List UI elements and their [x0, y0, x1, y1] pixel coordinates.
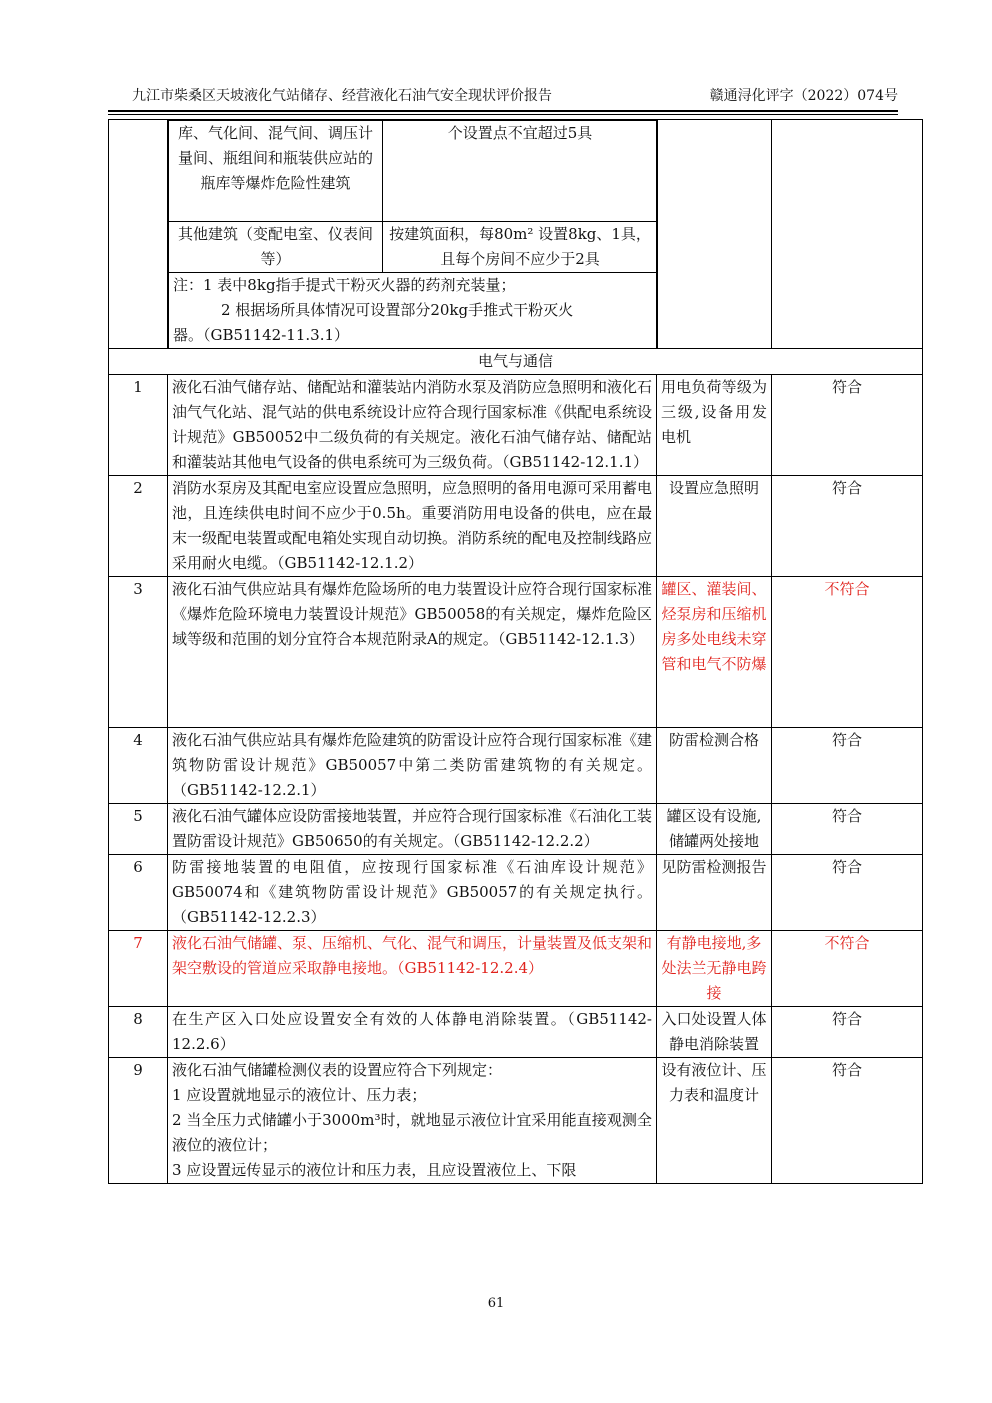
item-actual: 设有液位计、压力表和温度计	[657, 1058, 772, 1184]
item-result: 符合	[772, 476, 923, 577]
item-result: 符合	[772, 1007, 923, 1058]
table-row	[109, 577, 923, 728]
note-line-2: 2 根据场所具体情况可设置部分20kg手推式干粉灭火	[221, 301, 574, 319]
note-line-1: 注：1 表中8kg指手提式干粉灭火器的药剂充装量；	[173, 276, 516, 294]
item-actual: 罐区设有设施,储罐两处接地	[657, 804, 772, 855]
item-result: 符合	[772, 855, 923, 931]
continuation-result-cell	[772, 120, 923, 349]
item-number: 4	[109, 728, 168, 804]
item-number: 6	[109, 855, 168, 931]
item-actual: 设置应急照明	[657, 476, 772, 577]
table-row	[109, 855, 923, 931]
table-row	[109, 804, 923, 855]
item-result: 符合	[772, 375, 923, 476]
page-header	[108, 86, 898, 112]
config-cell: 个设置点不宜超过5具	[383, 121, 658, 222]
checklist-table	[108, 119, 923, 1184]
place-cell: 库、气化间、混气间、调压计量间、瓶组间和瓶装供应站的瓶库等爆炸危险性建筑	[169, 121, 383, 222]
header-rule	[108, 114, 898, 115]
section-row	[109, 349, 923, 375]
item-actual: 入口处设置人体静电消除装置	[657, 1007, 772, 1058]
item-actual: 用电负荷等级为三级,设备用发电机	[657, 375, 772, 476]
item-result: 符合	[772, 804, 923, 855]
item-number: 9	[109, 1058, 168, 1184]
item-content: 液化石油气储存站、储配站和灌装站内消防水泵及消防应急照明和液化石油气气化站、混气站的供电系统设计应符合现行国家标准《供配电系统设计规范》GB50052中二级负荷的有关规定。液化石油气储存站、储配站和灌装站其他电气设备的供电系统可为三级负荷。（GB51142-12.1.1）	[168, 375, 657, 476]
extinguisher-subtable-cell	[168, 120, 657, 349]
table-row	[109, 375, 923, 476]
extinguisher-subtable	[168, 120, 658, 348]
table-row	[109, 728, 923, 804]
item-number: 7	[109, 931, 168, 1007]
continuation-actual-cell	[657, 120, 772, 349]
item-actual: 罐区、灌装间、烃泵房和压缩机房多处电线未穿管和电气不防爆	[657, 577, 772, 728]
item-content-line: 2 当全压力式储罐小于3000m³时，就地显示液位计宜采用能直接观测全液位的液位计；	[172, 1111, 652, 1154]
item-content	[168, 1058, 657, 1184]
section-title: 电气与通信	[109, 349, 923, 375]
page-number: 61	[487, 1296, 505, 1311]
item-number: 5	[109, 804, 168, 855]
item-content: 液化石油气罐体应设防雷接地装置，并应符合现行国家标准《石油化工装置防雷设计规范》GB50650的有关规定。（GB51142-12.2.2）	[168, 804, 657, 855]
item-result: 符合	[772, 1058, 923, 1184]
table-row	[109, 1007, 923, 1058]
table-row	[109, 931, 923, 1007]
item-result: 符合	[772, 728, 923, 804]
note-cell	[169, 273, 658, 349]
item-content: 液化石油气供应站具有爆炸危险建筑的防雷设计应符合现行国家标准《建筑物防雷设计规范》GB50057中第二类防雷建筑物的有关规定。（GB51142-12.2.1）	[168, 728, 657, 804]
item-actual: 见防雷检测报告	[657, 855, 772, 931]
item-number: 2	[109, 476, 168, 577]
item-content: 在生产区入口处应设置安全有效的人体静电消除装置。（GB51142-12.2.6）	[168, 1007, 657, 1058]
item-content: 防雷接地装置的电阻值，应按现行国家标准《石油库设计规范》GB50074和《建筑物防雷设计规范》GB50057的有关规定执行。（GB51142-12.2.3）	[168, 855, 657, 931]
item-content-line: 3 应设置远传显示的液位计和压力表，且应设置液位上、下限	[172, 1161, 577, 1179]
place-cell: 其他建筑（变配电室、仪表间等）	[169, 222, 383, 273]
item-content: 液化石油气储罐、泵、压缩机、气化、混气和调压，计量装置及低支架和架空敷设的管道应采取静电接地。（GB51142-12.2.4）	[168, 931, 657, 1007]
table-row	[109, 1058, 923, 1184]
item-content: 消防水泵房及其配电室应设置应急照明，应急照明的备用电源可采用蓄电池，且连续供电时间不应少于0.5h。重要消防用电设备的供电，应在最末一级配电装置或配电箱处实现自动切换。消防系统的配电及控制线路应采用耐火电缆。（GB51142-12.1.2）	[168, 476, 657, 577]
report-title: 九江市柴桑区天坡液化气站储存、经营液化石油气安全现状评价报告	[132, 88, 552, 104]
item-result: 不符合	[772, 577, 923, 728]
item-number: 3	[109, 577, 168, 728]
item-result: 不符合	[772, 931, 923, 1007]
continuation-row	[109, 120, 923, 349]
item-number: 1	[109, 375, 168, 476]
note-line-3: 器。（GB51142-11.3.1）	[173, 326, 350, 344]
item-content: 液化石油气供应站具有爆炸危险场所的电力装置设计应符合现行国家标准《爆炸危险环境电力装置设计规范》GB50058的有关规定，爆炸危险区域等级和范围的划分宜符合本规范附录A的规定。（GB51142-12.1.3）	[168, 577, 657, 728]
item-content-line: 1 应设置就地显示的液位计、压力表；	[172, 1086, 427, 1104]
note-row	[169, 273, 658, 349]
table-row	[109, 476, 923, 577]
document-number: 赣通浔化评字（2022）074号	[709, 88, 898, 104]
item-actual: 防雷检测合格	[657, 728, 772, 804]
item-number: 8	[109, 1007, 168, 1058]
subtable-row	[169, 121, 658, 222]
continuation-num-cell	[109, 120, 168, 349]
item-actual: 有静电接地,多处法兰无静电跨接	[657, 931, 772, 1007]
subtable-row	[169, 222, 658, 273]
item-content-line: 液化石油气储罐检测仪表的设置应符合下列规定：	[172, 1061, 503, 1079]
config-cell: 按建筑面积，每80m² 设置8kg、1具，且每个房间不应少于2具	[383, 222, 658, 273]
